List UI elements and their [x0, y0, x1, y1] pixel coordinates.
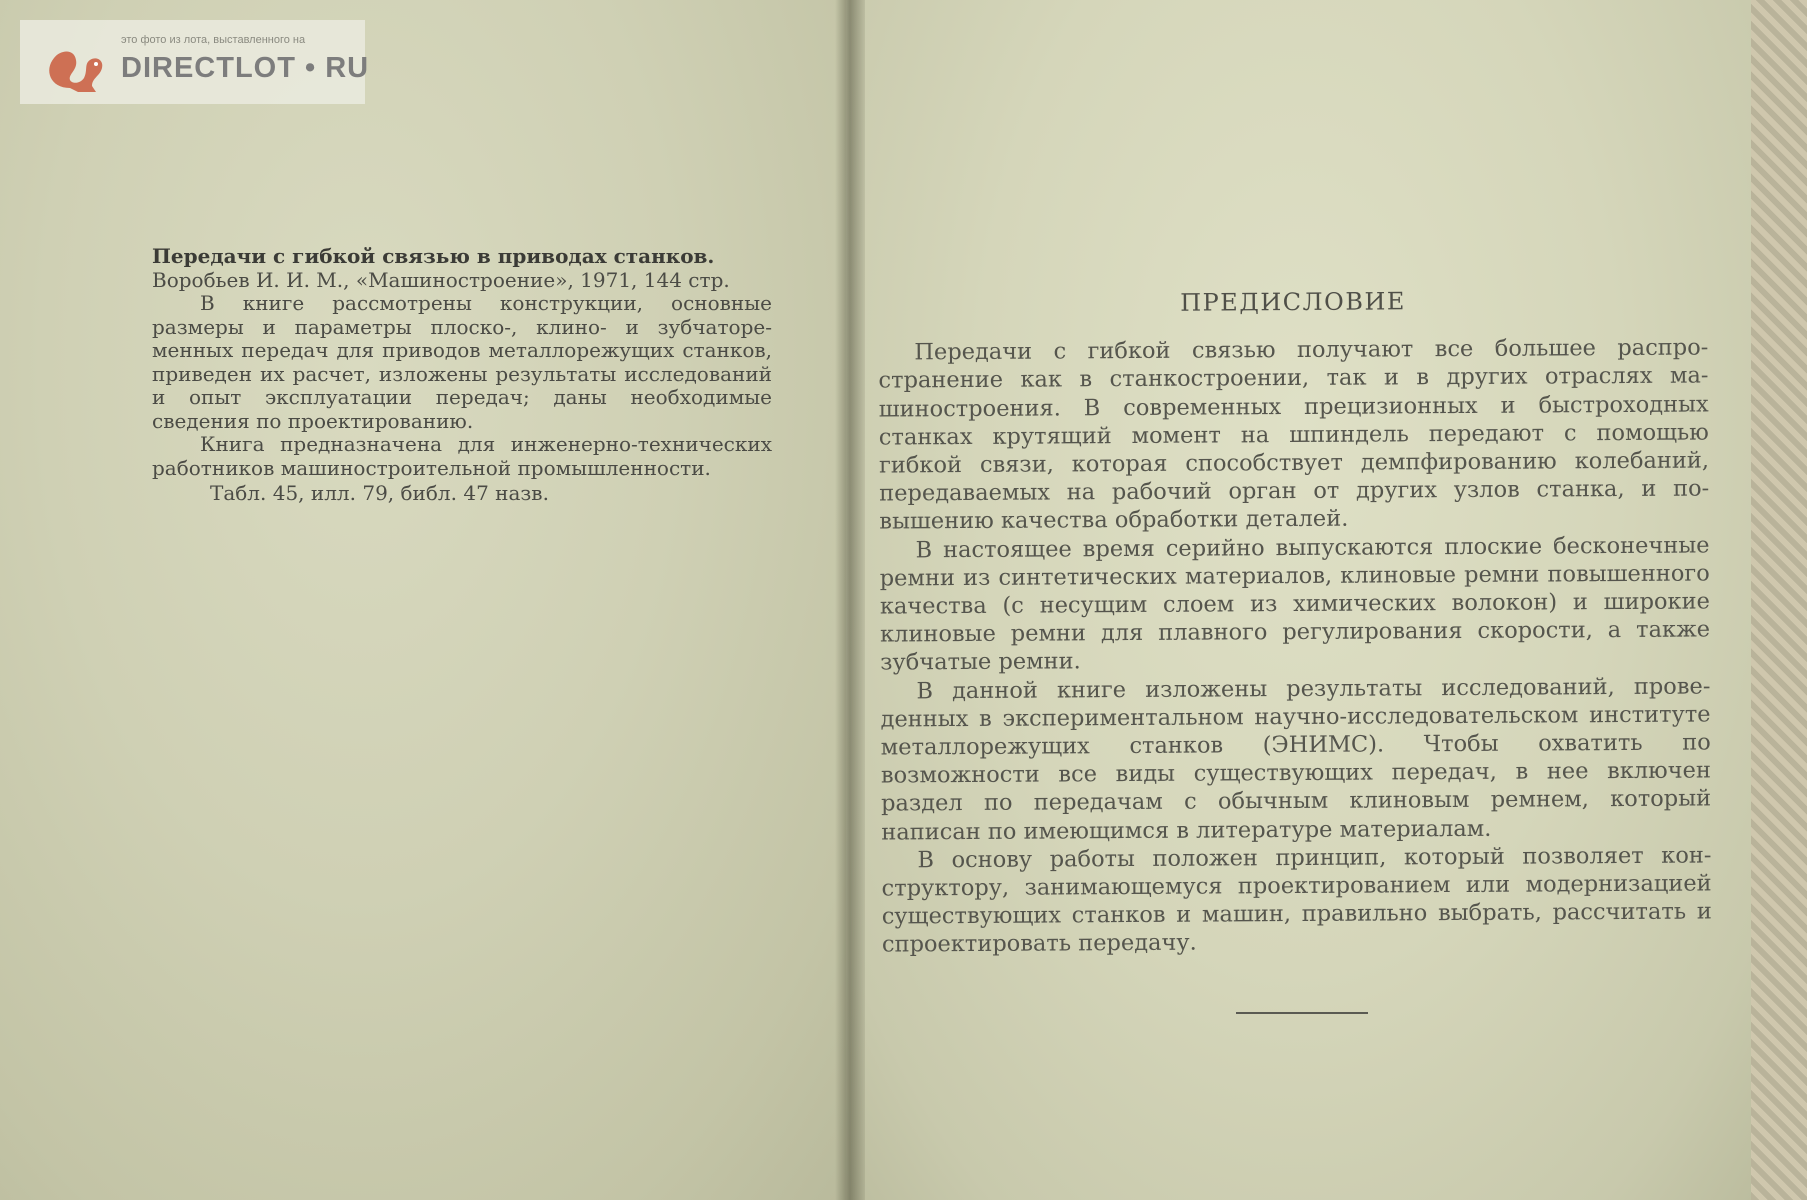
- book-summary: В книге рассмотрены конструкции, основные размеры и параметры плоско-, клино- и зубчатоременных передач для приводов металлорежущих станков, приведен их расчет, изложены результаты исследований и опыт эксплуатации передач; даны необходимые сведения по проектированию.: [152, 291, 772, 433]
- book-imprint: Воробьев И. И. М., «Машиностроение», 1971, 144 стр.: [152, 267, 730, 292]
- preface-paragraph: Передачи с гибкой связью получают все большее распространение как в станкостроении, так и в других отраслях машиностроения. В современных прецизионных и быстроходных станках крутящий момент на шпиндель передают с помощью гибкой связи, которая способствует демпфированию колебаний, передаваемых на рабочий орган от других узлов станка, и повышению качества обработки деталей.: [878, 334, 1710, 535]
- left-page: [0, 0, 860, 1200]
- preface-paragraph: В основу работы положен принцип, который позволяет конструктору, занимающемуся проектированием или модернизацией существующих станков и машин, правильно выбрать, рассчитать и спроектировать передачу.: [881, 842, 1712, 958]
- book-audience: Книга предназначена для инженерно-технических работников машиностроительной промышленности.: [152, 432, 772, 480]
- book-gutter: [835, 0, 865, 1200]
- preface-paragraph: В настоящее время серийно выпускаются плоские бесконечные ремни из синтетических материалов, клиновые ремни повышенного качества (с несущим слоем из химических волокон) и широкие клиновые ремни для плавного регулирования скорости, а также зубчатые ремни.: [879, 532, 1711, 676]
- preface-paragraph: В данной книге изложены результаты исследований, проведенных в экспериментальном научно-исследовательском институте металлорежущих станков (ЭНИМС). Чтобы охватить по возможности все виды существующих передач, в нее включен раздел по передачам с обычным клиновым ремнем, который написан по имеющимся в литературе материалам.: [880, 673, 1712, 846]
- book-title: Передачи с гибкой связью в приводах станков.: [152, 244, 715, 268]
- end-rule: [1236, 1012, 1368, 1014]
- preface-heading: ПРЕДИСЛОВИЕ: [1180, 287, 1406, 317]
- preface-block: [878, 285, 1712, 959]
- book-stats: Табл. 45, илл. 79, библ. 47 назв.: [210, 481, 549, 505]
- watermark-caption: это фото из лота, выставленного на: [121, 34, 306, 46]
- watermark-brand: DIRECTLOT • RU: [121, 52, 370, 84]
- tablecloth-edge: [1751, 0, 1807, 1200]
- annotation-block: [152, 245, 772, 506]
- squirrel-logo-icon: [40, 40, 110, 95]
